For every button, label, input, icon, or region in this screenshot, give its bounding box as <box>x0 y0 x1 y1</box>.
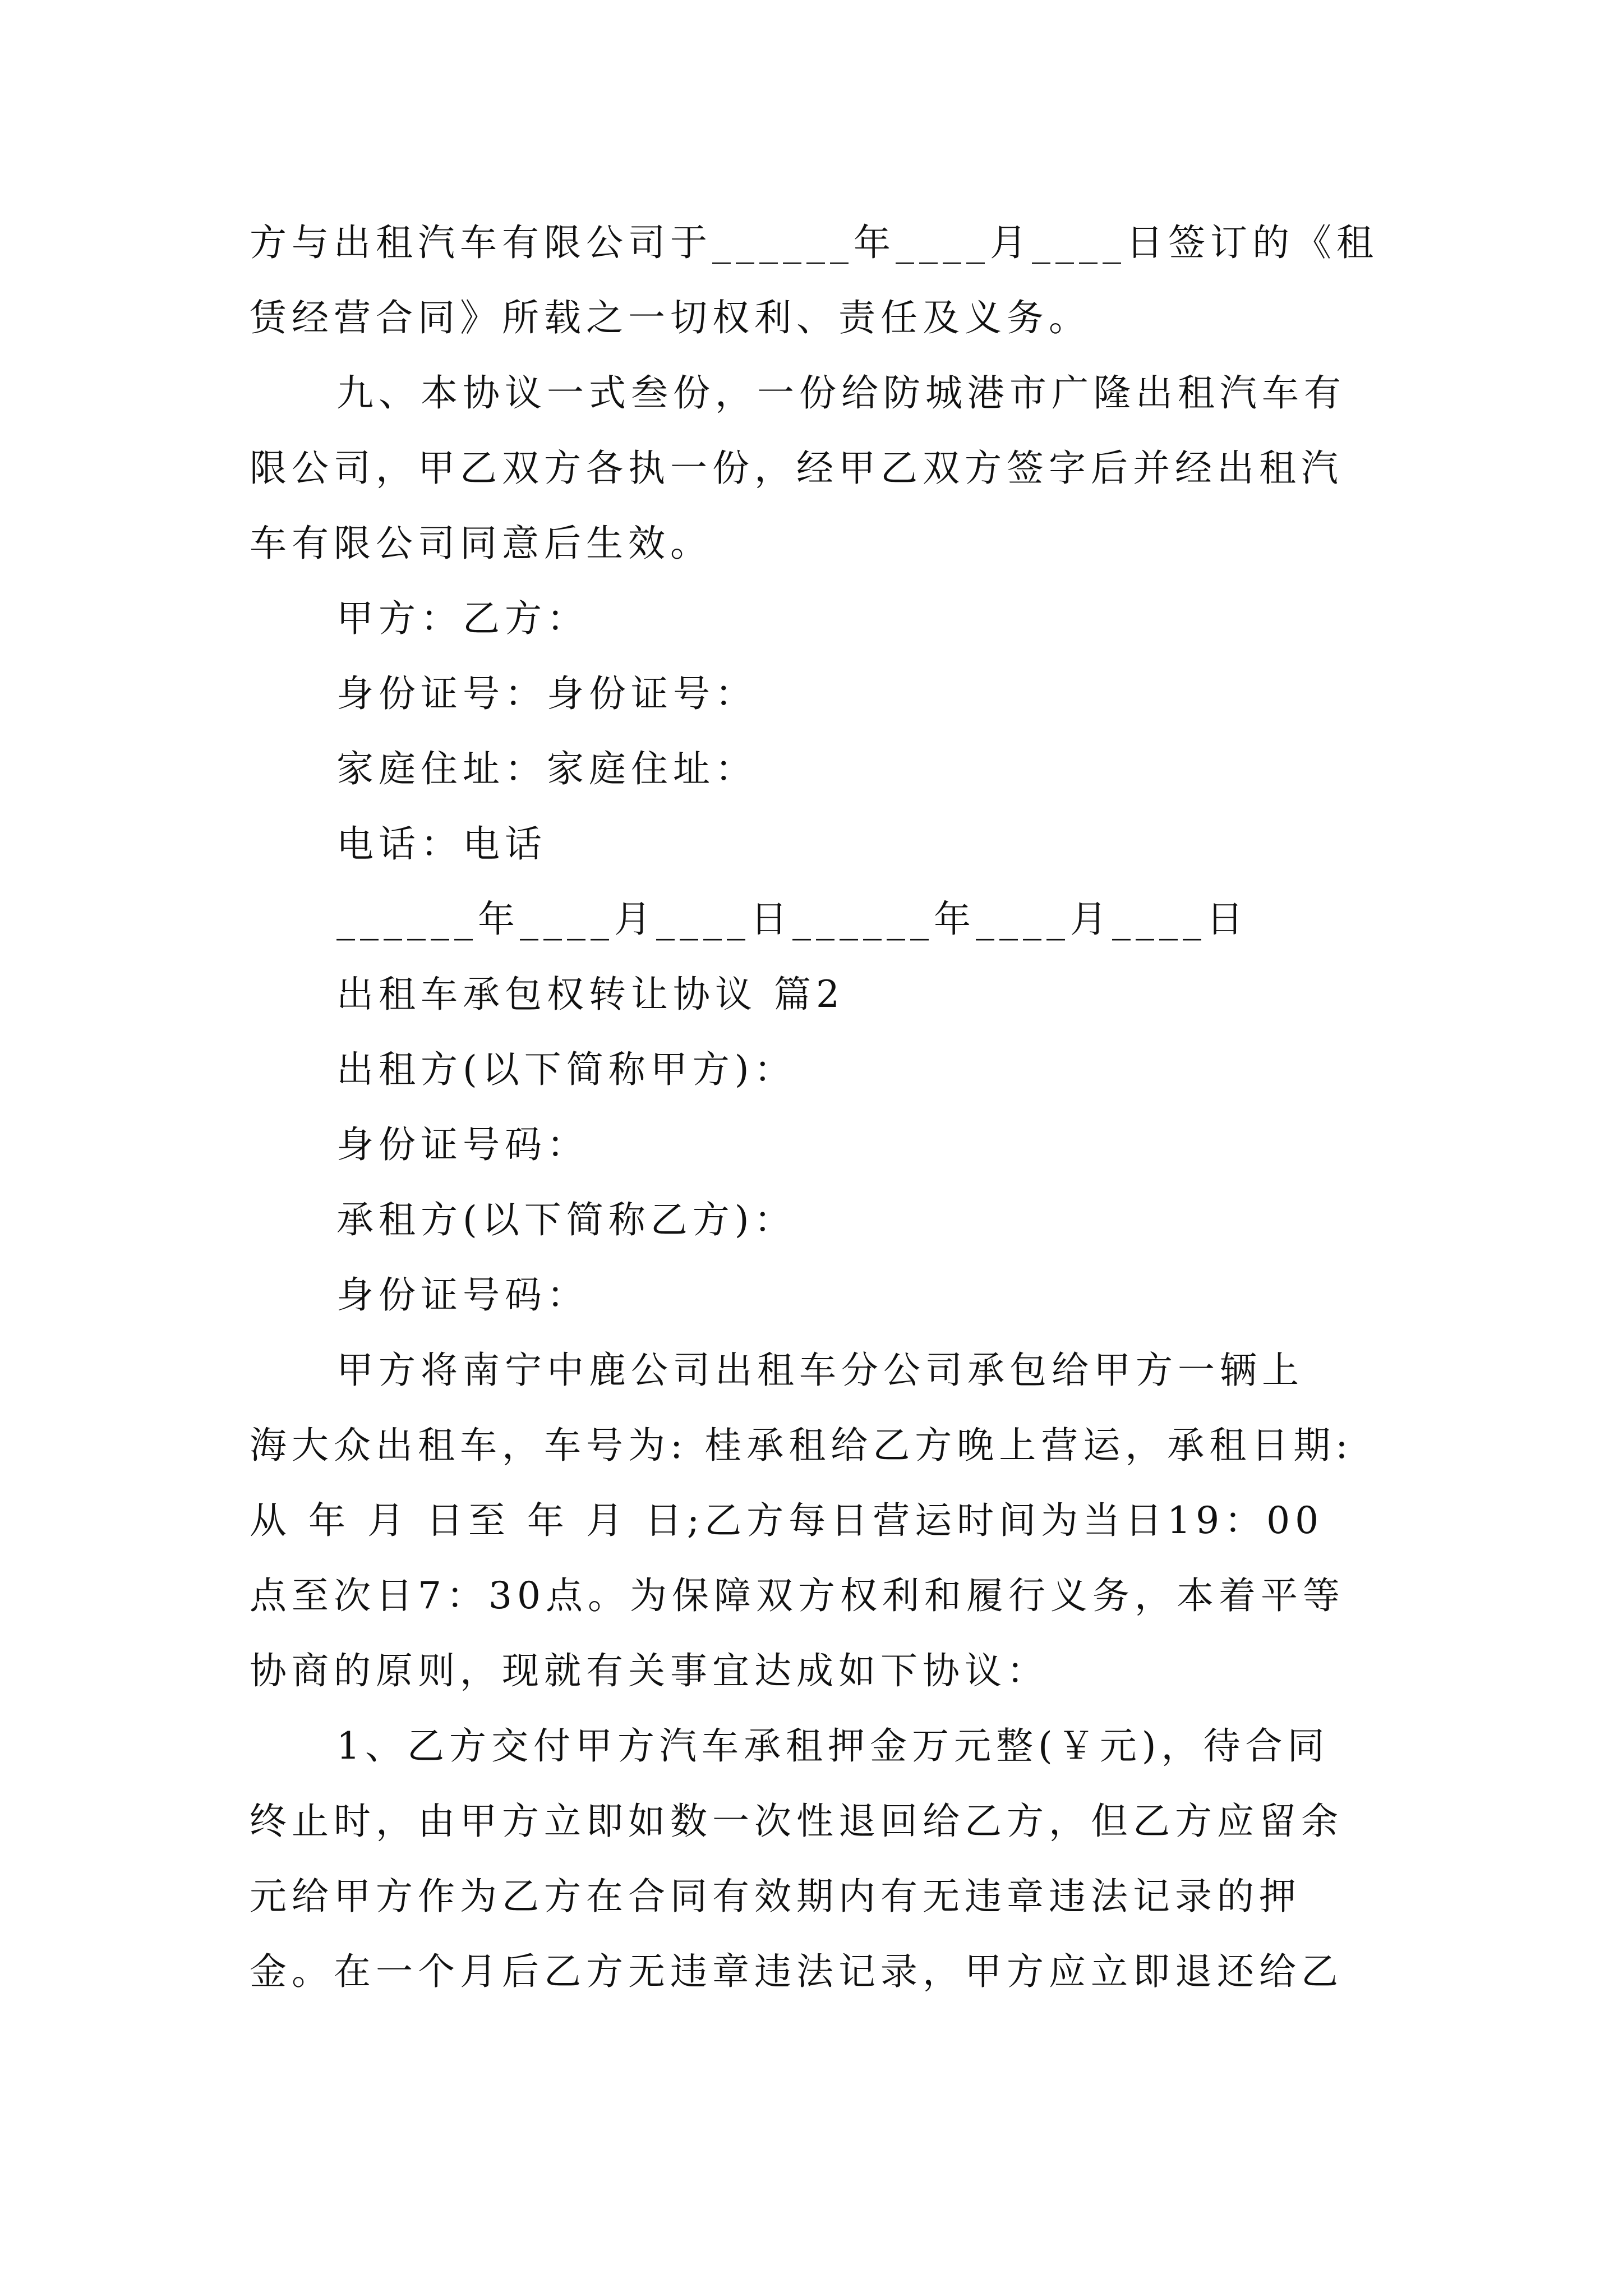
paragraph-line: 限公司，甲乙双方各执一份，经甲乙双方签字后并经出租汽 <box>250 447 1343 490</box>
paragraph-line: 赁经营合同》所载之一切权利、责任及义务。 <box>250 296 1091 339</box>
id-number-line: 身份证号：身份证号： <box>336 672 757 715</box>
lessee-line: 承租方(以下简称乙方)： <box>336 1198 796 1241</box>
paragraph-line: 点至次日7：30点。为保障双方权利和履行义务，本着平等 <box>250 1574 1345 1617</box>
phone-line: 电话：电话 <box>336 822 547 866</box>
address-line: 家庭住址：家庭住址： <box>336 747 757 790</box>
paragraph-line: 元给甲方作为乙方在合同有效期内有无违章违法记录的押 <box>250 1875 1301 1918</box>
paragraph-line: 1、乙方交付甲方汽车承租押金万元整(￥元)，待合同 <box>336 1724 1330 1768</box>
paragraph-line: 方与出租汽车有限公司于______年____月____日签订的《租 <box>250 221 1378 264</box>
paragraph-line: 协商的原则，现就有关事宜达成如下协议： <box>250 1649 1049 1692</box>
paragraph-line: 海大众出租车，车号为: 桂承租给乙方晚上营运，承租日期: <box>250 1424 1353 1467</box>
signature-parties-line: 甲方：乙方： <box>336 597 589 640</box>
paragraph-line: 车有限公司同意后生效。 <box>250 522 712 565</box>
lessor-line: 出租方(以下简称甲方)： <box>336 1048 796 1091</box>
paragraph-line: 终止时，由甲方立即如数一次性退回给乙方，但乙方应留余 <box>250 1800 1343 1843</box>
lessee-id-line: 身份证号码： <box>336 1273 589 1317</box>
paragraph-line: 甲方将南宁中鹿公司出租车分公司承包给甲方一辆上 <box>336 1349 1304 1392</box>
section-heading: 出租车承包权转让协议 篇2 <box>336 973 845 1016</box>
paragraph-line: 从 年 月 日至 年 月 日;乙方每日营运时间为当日19：00 <box>250 1499 1324 1542</box>
lessor-id-line: 身份证号码： <box>336 1123 589 1166</box>
date-line: ______年____月____日______年____月____日 <box>336 898 1248 941</box>
paragraph-line: 金。在一个月后乙方无违章违法记录，甲方应立即退还给乙 <box>250 1950 1343 1993</box>
paragraph-line: 九、本协议一式叁份，一份给防城港市广隆出租汽车有 <box>336 371 1346 415</box>
